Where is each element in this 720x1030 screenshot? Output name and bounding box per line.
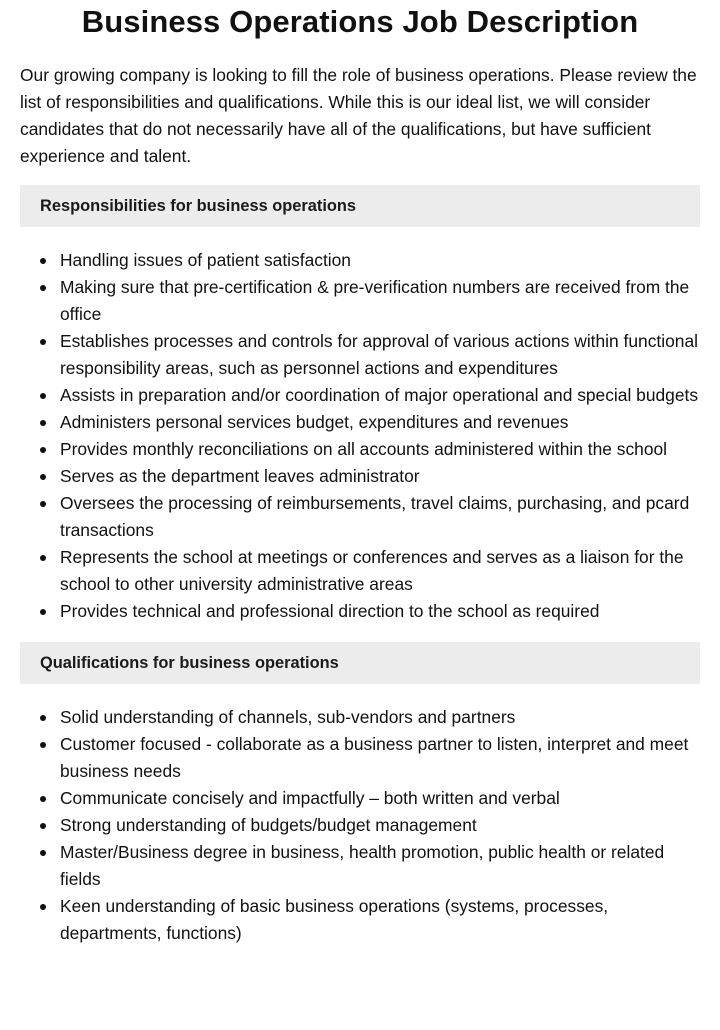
list-item-text: Establishes processes and controls for approval of various actions within functional responsibility areas, such as personnel actions and expenditures	[60, 331, 698, 378]
list-item	[20, 598, 700, 625]
list-item-text: Strong understanding of budgets/budget management	[60, 815, 477, 835]
list-item-text: Oversees the processing of reimbursements, travel claims, purchasing, and pcard transactions	[60, 493, 690, 540]
list-item	[20, 409, 700, 436]
list-item	[20, 544, 700, 598]
bullet-icon	[40, 447, 46, 453]
list-item	[20, 463, 700, 490]
bullet-icon	[40, 823, 46, 829]
bullet-icon	[40, 339, 46, 345]
list-item	[20, 893, 700, 947]
list-item	[20, 731, 700, 785]
bullet-icon	[40, 715, 46, 721]
list-item-text: Handling issues of patient satisfaction	[60, 250, 351, 270]
bullet-icon	[40, 258, 46, 264]
bullet-icon	[40, 904, 46, 910]
list-item	[20, 382, 700, 409]
list-item-text: Customer focused - collaborate as a business partner to listen, interpret and meet business needs	[60, 734, 689, 781]
list-item-text: Keen understanding of basic business operations (systems, processes, departments, functions)	[60, 896, 609, 943]
bullet-icon	[40, 609, 46, 615]
bullet-icon	[40, 501, 46, 507]
list-item-text: Communicate concisely and impactfully – both written and verbal	[60, 788, 560, 808]
list-item-text: Represents the school at meetings or conferences and serves as a liaison for the school to other university administrative areas	[60, 547, 684, 594]
bullet-icon	[40, 474, 46, 480]
list-item-text: Master/Business degree in business, health promotion, public health or related fields	[60, 842, 665, 889]
list-item-text: Making sure that pre-certification & pre-verification numbers are received from the office	[60, 277, 690, 324]
bullet-icon	[40, 796, 46, 802]
list-item	[20, 704, 700, 731]
list-item	[20, 274, 700, 328]
bullet-icon	[40, 850, 46, 856]
list-item	[20, 839, 700, 893]
list-item	[20, 247, 700, 274]
list-item-text: Serves as the department leaves administrator	[60, 466, 420, 486]
list-item	[20, 436, 700, 463]
page-title: Business Operations Job Description	[81, 4, 639, 39]
intro-paragraph: Our growing company is looking to fill the role of business operations. Please review the list of responsibilities and qualifications. While this is our ideal list, we will consider candidates that do not necessarily have all of the qualifications, but have sufficient experience and talent.	[20, 65, 697, 166]
qualifications-list	[20, 704, 700, 947]
bullet-icon	[40, 420, 46, 426]
list-item-text: Provides monthly reconciliations on all accounts administered within the school	[60, 439, 668, 459]
list-item-text: Solid understanding of channels, sub-vendors and partners	[60, 707, 516, 727]
list-item-text: Assists in preparation and/or coordination of major operational and special budgets	[60, 385, 699, 405]
list-item	[20, 490, 700, 544]
qualifications-heading: Qualifications for business operations	[20, 642, 700, 684]
bullet-icon	[40, 393, 46, 399]
responsibilities-heading: Responsibilities for business operations	[20, 185, 700, 227]
bullet-icon	[40, 555, 46, 561]
bullet-icon	[40, 285, 46, 291]
list-item	[20, 785, 700, 812]
list-item-text: Provides technical and professional direction to the school as required	[60, 601, 600, 621]
list-item	[20, 812, 700, 839]
list-item	[20, 328, 700, 382]
list-item-text: Administers personal services budget, expenditures and revenues	[60, 412, 569, 432]
responsibilities-list	[20, 247, 700, 625]
bullet-icon	[40, 742, 46, 748]
